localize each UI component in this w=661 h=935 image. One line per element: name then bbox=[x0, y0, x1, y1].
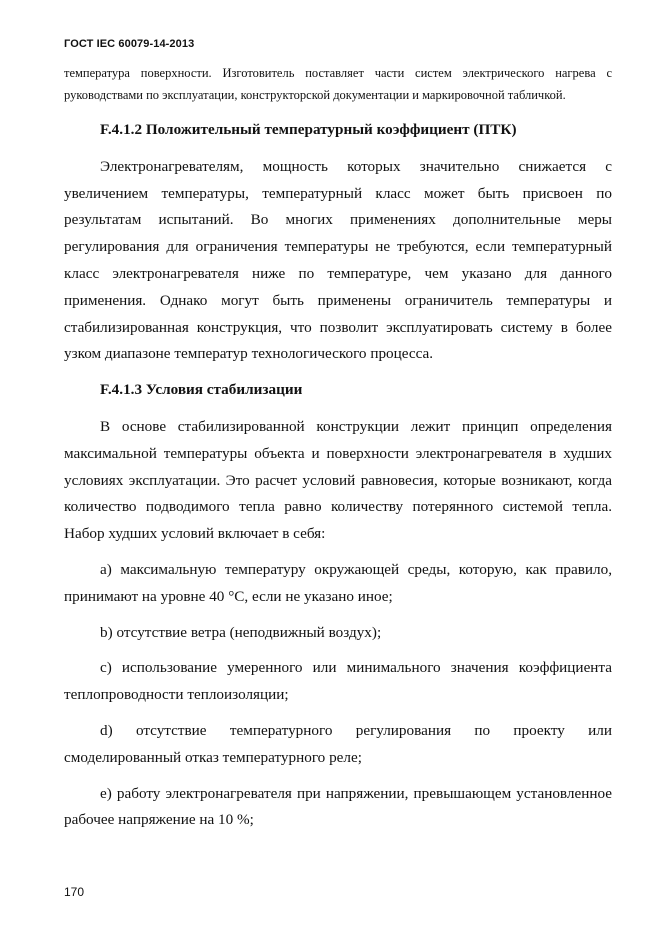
section-paragraph-ptk: Электронагревателям, мощность которых значительно снижается с увеличением температуры, температурный класс может быть присвоен по результатам испытаний. Во многих применениях дополнительные меры регулирования для ограничения температуры не требуются, если температурный класс электронагревателя ниже по температуре, чем указано для данного применения. Однако могут быть применены ограничитель температуры и стабилизированная конструкция, что позволит эксплуатировать систему в более узком диапазоне температур технологического процесса. bbox=[64, 157, 612, 363]
list-item-a: a) максимальную температуру окружающей среды, которую, как правило, принимают на уровне 40 °C, если не указано иное; bbox=[64, 560, 612, 605]
section-heading-f4-1-3: F.4.1.3 Условия стабилизации bbox=[100, 381, 303, 399]
list-item-c: c) использование умеренного или минимального значения коэффициента теплопроводности теплоизоляции; bbox=[64, 659, 612, 704]
list-item-d: d) отсутствие температурного регулирования по проекту или смоделированный отказ температурного реле; bbox=[64, 721, 612, 766]
page-number: 170 bbox=[64, 885, 85, 899]
list-item-b: b) отсутствие ветра (неподвижный воздух); bbox=[100, 623, 382, 641]
section-heading-f4-1-2: F.4.1.2 Положительный температурный коэффициент (ПТК) bbox=[100, 121, 517, 138]
document-header: ГОСТ IEC 60079-14-2013 bbox=[64, 38, 195, 50]
document-body bbox=[64, 114, 612, 834]
intro-paragraph: температура поверхности. Изготовитель поставляет части систем электрического нагрева с руководствами по эксплуатации, конструкторской документации и маркировочной табличкой. bbox=[64, 66, 612, 102]
section-paragraph-stabilization: В основе стабилизированной конструкции лежит принцип определения максимальной температуры объекта и поверхности электронагревателя в худших условиях эксплуатации. Это расчет условий равновесия, которые возникают, когда количество подводимого тепла равно количеству потерянного системой тепла. Набор худших условий включает в себя: bbox=[64, 417, 612, 543]
list-item-e: e) работу электронагревателя при напряжении, превышающем установленное рабочее напряжение на 10 %; bbox=[64, 784, 612, 829]
